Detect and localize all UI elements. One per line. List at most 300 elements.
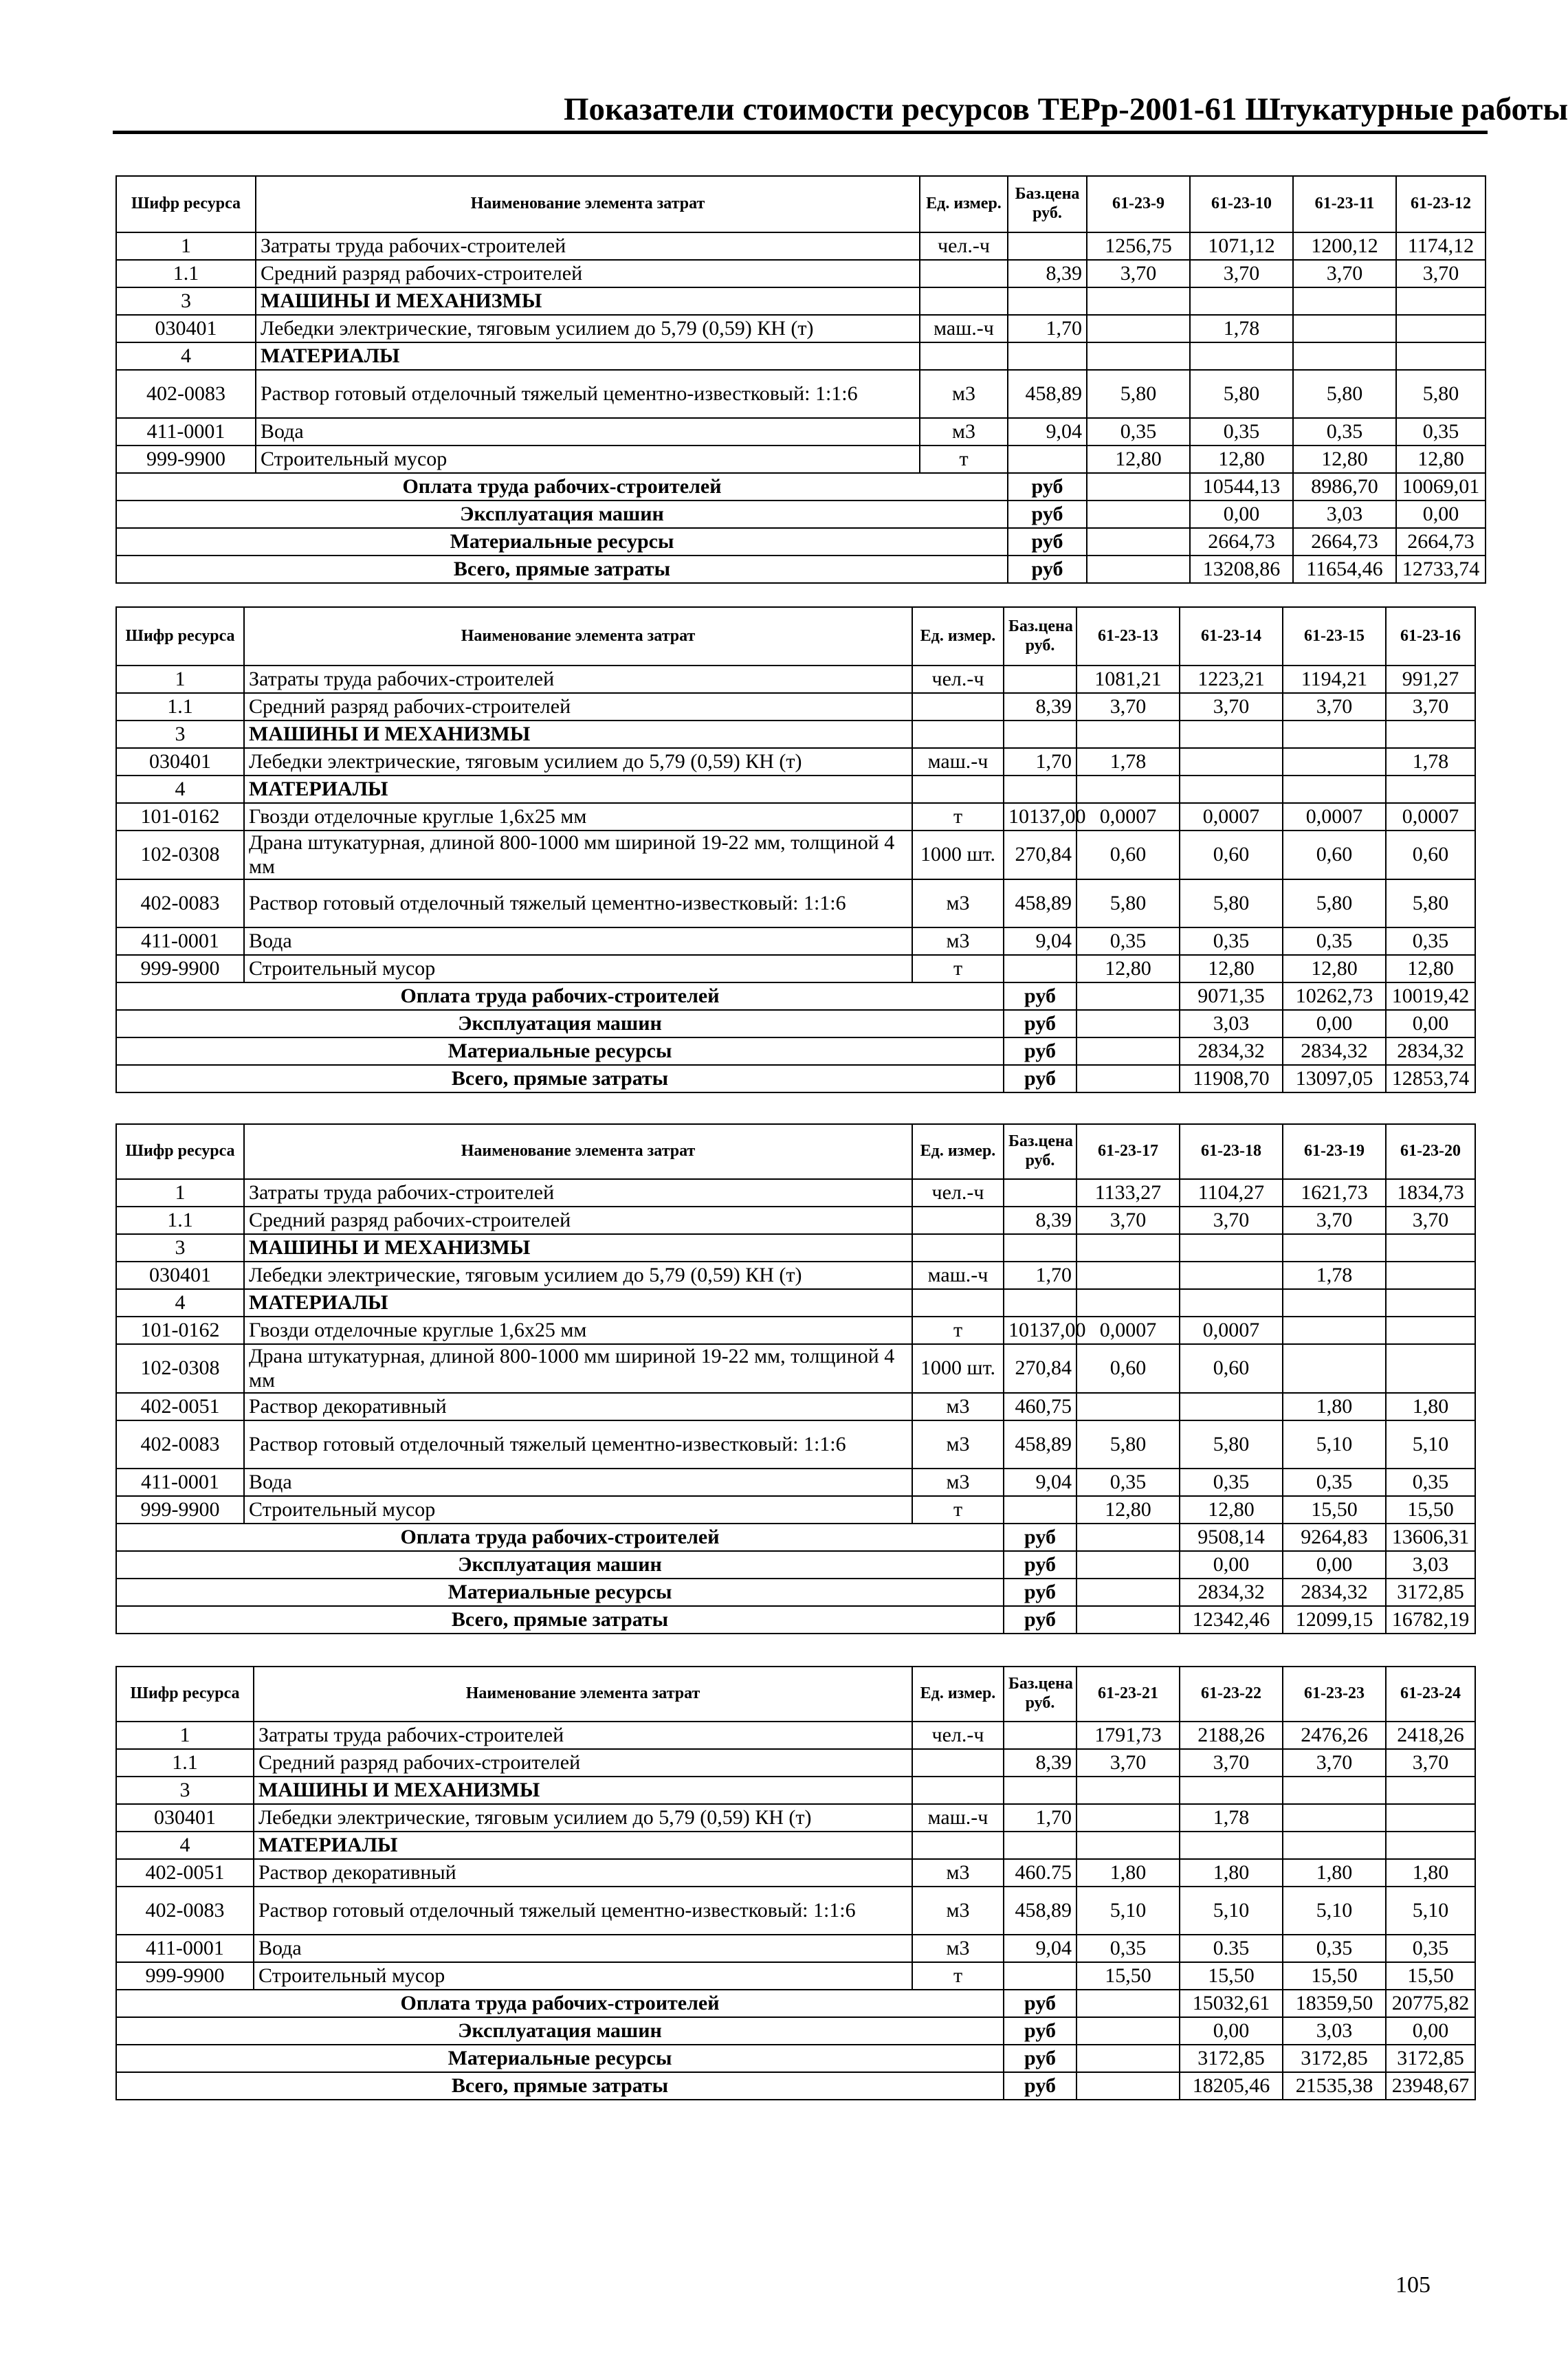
value-cell: 12,80 bbox=[1190, 446, 1293, 473]
resource-name: Раствор декоративный bbox=[254, 1859, 912, 1887]
resource-code: 402-0083 bbox=[116, 1420, 244, 1469]
value-cell: 5,80 bbox=[1283, 879, 1386, 927]
summary-label: Эксплуатация машин bbox=[116, 1551, 1004, 1579]
table-row bbox=[116, 1420, 1475, 1469]
resource-name: МАШИНЫ И МЕХАНИЗМЫ bbox=[256, 287, 920, 315]
cost-table bbox=[115, 1666, 1476, 2100]
unit-cell: 1000 шт. bbox=[912, 831, 1004, 879]
price-cell: 10137,00 bbox=[1004, 803, 1076, 831]
resource-name: МАТЕРИАЛЫ bbox=[256, 342, 920, 370]
value-cell: 5,10 bbox=[1386, 1420, 1475, 1469]
resource-name: Средний разряд рабочих-строителей bbox=[244, 693, 912, 721]
value-cell: 3,70 bbox=[1386, 693, 1475, 721]
value-cell: 12,80 bbox=[1293, 446, 1396, 473]
value-cell: 0,35 bbox=[1386, 927, 1475, 955]
summary-unit: руб bbox=[1004, 1579, 1076, 1606]
summary-row bbox=[116, 2045, 1475, 2072]
summary-label: Материальные ресурсы bbox=[116, 2045, 1004, 2072]
resource-name: Затраты труда рабочих-строителей bbox=[254, 1722, 912, 1749]
value-cell: 1104,27 bbox=[1180, 1179, 1283, 1207]
value-cell: 3,70 bbox=[1076, 1207, 1180, 1234]
resource-code: 999-9900 bbox=[116, 1962, 254, 1990]
header-column-code: 61-23-11 bbox=[1293, 176, 1396, 232]
value-cell bbox=[1076, 1832, 1180, 1859]
table-row bbox=[116, 955, 1475, 982]
value-cell bbox=[1076, 776, 1180, 803]
value-cell: 5,80 bbox=[1180, 879, 1283, 927]
price-cell: 8,39 bbox=[1008, 260, 1087, 287]
resource-name: Вода bbox=[244, 927, 912, 955]
summary-unit: руб bbox=[1008, 556, 1087, 583]
value-cell bbox=[1076, 1777, 1180, 1804]
price-cell: 9,04 bbox=[1004, 1935, 1076, 1962]
resource-name: Затраты труда рабочих-строителей bbox=[244, 1179, 912, 1207]
header-column-code: 61-23-21 bbox=[1076, 1667, 1180, 1722]
resource-code: 411-0001 bbox=[116, 1935, 254, 1962]
value-cell: 5,10 bbox=[1076, 1887, 1180, 1935]
price-cell bbox=[1076, 2045, 1180, 2072]
price-cell bbox=[1008, 287, 1087, 315]
value-cell: 0,35 bbox=[1180, 927, 1283, 955]
header-unit: Ед. измер. bbox=[920, 176, 1008, 232]
header-unit: Ед. измер. bbox=[912, 1667, 1004, 1722]
resource-name: МАТЕРИАЛЫ bbox=[244, 1289, 912, 1317]
header-column-code: 61-23-16 bbox=[1386, 607, 1475, 666]
value-cell bbox=[1386, 1234, 1475, 1262]
value-cell: 13606,31 bbox=[1386, 1524, 1475, 1551]
price-cell: 1,70 bbox=[1008, 315, 1087, 342]
value-cell: 0,35 bbox=[1283, 927, 1386, 955]
summary-unit: руб bbox=[1004, 982, 1076, 1010]
value-cell bbox=[1180, 721, 1283, 748]
table-row bbox=[116, 927, 1475, 955]
summary-row bbox=[116, 1990, 1475, 2017]
header-name: Наименование элемента затрат bbox=[244, 607, 912, 666]
value-cell bbox=[1283, 1317, 1386, 1344]
unit-cell bbox=[912, 1749, 1004, 1777]
value-cell: 3172,85 bbox=[1180, 2045, 1283, 2072]
value-cell: 0,35 bbox=[1076, 927, 1180, 955]
header-name: Наименование элемента затрат bbox=[244, 1124, 912, 1179]
summary-row bbox=[116, 1551, 1475, 1579]
value-cell: 2834,32 bbox=[1180, 1579, 1283, 1606]
value-cell: 0,00 bbox=[1190, 501, 1293, 528]
value-cell: 10262,73 bbox=[1283, 982, 1386, 1010]
resource-name: Раствор готовый отделочный тяжелый цементно-известковый: 1:1:6 bbox=[244, 1420, 912, 1469]
resource-name: Вода bbox=[254, 1935, 912, 1962]
price-cell: 8,39 bbox=[1004, 693, 1076, 721]
table-row bbox=[116, 1469, 1475, 1496]
value-cell: 1,78 bbox=[1283, 1262, 1386, 1289]
summary-label: Оплата труда рабочих-строителей bbox=[116, 982, 1004, 1010]
summary-unit: руб bbox=[1008, 528, 1087, 556]
summary-unit: руб bbox=[1004, 1010, 1076, 1037]
summary-row bbox=[116, 982, 1475, 1010]
header-column-code: 61-23-24 bbox=[1386, 1667, 1475, 1722]
summary-unit: руб bbox=[1004, 2017, 1076, 2045]
value-cell: 2664,73 bbox=[1293, 528, 1396, 556]
table-row bbox=[116, 1344, 1475, 1393]
summary-label: Материальные ресурсы bbox=[116, 1037, 1004, 1065]
resource-code: 411-0001 bbox=[116, 927, 244, 955]
summary-label: Всего, прямые затраты bbox=[116, 2072, 1004, 2100]
value-cell: 0,0007 bbox=[1180, 1317, 1283, 1344]
price-cell bbox=[1004, 1496, 1076, 1524]
summary-row bbox=[116, 473, 1486, 501]
value-cell: 0,35 bbox=[1293, 418, 1396, 446]
value-cell bbox=[1283, 721, 1386, 748]
value-cell: 1133,27 bbox=[1076, 1179, 1180, 1207]
header-column-code: 61-23-20 bbox=[1386, 1124, 1475, 1179]
price-cell: 9,04 bbox=[1004, 1469, 1076, 1496]
value-cell bbox=[1180, 1234, 1283, 1262]
value-cell: 0,35 bbox=[1283, 1469, 1386, 1496]
value-cell: 2188,26 bbox=[1180, 1722, 1283, 1749]
price-cell bbox=[1087, 528, 1190, 556]
value-cell bbox=[1283, 1777, 1386, 1804]
price-cell bbox=[1087, 556, 1190, 583]
summary-row bbox=[116, 1037, 1475, 1065]
value-cell: 0,35 bbox=[1087, 418, 1190, 446]
resource-name: Вода bbox=[244, 1469, 912, 1496]
resource-name: Средний разряд рабочих-строителей bbox=[254, 1749, 912, 1777]
value-cell: 12,80 bbox=[1386, 955, 1475, 982]
summary-label: Эксплуатация машин bbox=[116, 1010, 1004, 1037]
value-cell: 3172,85 bbox=[1386, 2045, 1475, 2072]
value-cell: 13208,86 bbox=[1190, 556, 1293, 583]
summary-row bbox=[116, 501, 1486, 528]
resource-name: Средний разряд рабочих-строителей bbox=[244, 1207, 912, 1234]
section-row bbox=[116, 342, 1486, 370]
resource-name: Затраты труда рабочих-строителей bbox=[256, 232, 920, 260]
value-cell: 15,50 bbox=[1180, 1962, 1283, 1990]
price-cell: 1,70 bbox=[1004, 1262, 1076, 1289]
header-column-code: 61-23-9 bbox=[1087, 176, 1190, 232]
resource-name: МАТЕРИАЛЫ bbox=[254, 1832, 912, 1859]
price-cell bbox=[1004, 955, 1076, 982]
price-cell bbox=[1076, 1551, 1180, 1579]
value-cell: 0,60 bbox=[1076, 831, 1180, 879]
value-cell: 1,78 bbox=[1180, 1804, 1283, 1832]
value-cell bbox=[1283, 1804, 1386, 1832]
table-row bbox=[116, 1749, 1475, 1777]
value-cell: 1081,21 bbox=[1076, 666, 1180, 693]
table-row bbox=[116, 1317, 1475, 1344]
summary-label: Всего, прямые затраты bbox=[116, 556, 1008, 583]
price-cell bbox=[1004, 1722, 1076, 1749]
value-cell: 18359,50 bbox=[1283, 1990, 1386, 2017]
summary-unit: руб bbox=[1004, 1551, 1076, 1579]
value-cell: 12,80 bbox=[1180, 955, 1283, 982]
header-code: Шифр ресурса bbox=[116, 176, 256, 232]
price-cell bbox=[1004, 1832, 1076, 1859]
value-cell: 1,80 bbox=[1386, 1393, 1475, 1420]
value-cell bbox=[1190, 342, 1293, 370]
value-cell: 12853,74 bbox=[1386, 1065, 1475, 1092]
header-price: Баз.цена руб. bbox=[1008, 176, 1087, 232]
value-cell: 0,0007 bbox=[1386, 803, 1475, 831]
price-cell bbox=[1004, 1234, 1076, 1262]
value-cell: 5,80 bbox=[1396, 370, 1486, 418]
unit-cell bbox=[920, 287, 1008, 315]
value-cell: 0,0007 bbox=[1076, 803, 1180, 831]
value-cell: 5,80 bbox=[1386, 879, 1475, 927]
unit-cell: м3 bbox=[912, 1469, 1004, 1496]
section-row bbox=[116, 287, 1486, 315]
resource-code: 4 bbox=[116, 1289, 244, 1317]
resource-code: 030401 bbox=[116, 1804, 254, 1832]
table-header-row bbox=[116, 1124, 1475, 1179]
summary-unit: руб bbox=[1004, 2045, 1076, 2072]
unit-cell: м3 bbox=[912, 1393, 1004, 1420]
header-column-code: 61-23-15 bbox=[1283, 607, 1386, 666]
value-cell: 3,03 bbox=[1180, 1010, 1283, 1037]
table-row bbox=[116, 1887, 1475, 1935]
resource-code: 101-0162 bbox=[116, 1317, 244, 1344]
resource-code: 1.1 bbox=[116, 260, 256, 287]
cost-table bbox=[115, 606, 1476, 1093]
value-cell: 0,35 bbox=[1180, 1469, 1283, 1496]
header-price: Баз.цена руб. bbox=[1004, 607, 1076, 666]
table-row bbox=[116, 1722, 1475, 1749]
value-cell: 3,03 bbox=[1283, 2017, 1386, 2045]
value-cell: 15,50 bbox=[1386, 1962, 1475, 1990]
unit-cell: чел.-ч bbox=[912, 666, 1004, 693]
price-cell bbox=[1076, 1579, 1180, 1606]
value-cell: 3,70 bbox=[1396, 260, 1486, 287]
unit-cell: м3 bbox=[912, 1859, 1004, 1887]
price-cell bbox=[1076, 2072, 1180, 2100]
value-cell: 15,50 bbox=[1076, 1962, 1180, 1990]
value-cell: 3,70 bbox=[1180, 693, 1283, 721]
value-cell: 0,35 bbox=[1076, 1469, 1180, 1496]
header-unit: Ед. измер. bbox=[912, 607, 1004, 666]
value-cell: 15,50 bbox=[1386, 1496, 1475, 1524]
header-column-code: 61-23-14 bbox=[1180, 607, 1283, 666]
price-cell bbox=[1087, 501, 1190, 528]
value-cell: 0,60 bbox=[1283, 831, 1386, 879]
price-cell bbox=[1008, 232, 1087, 260]
value-cell: 3,70 bbox=[1180, 1749, 1283, 1777]
value-cell: 2418,26 bbox=[1386, 1722, 1475, 1749]
value-cell: 8986,70 bbox=[1293, 473, 1396, 501]
resource-name: Лебедки электрические, тяговым усилием до 5,79 (0,59) КН (т) bbox=[244, 748, 912, 776]
summary-label: Материальные ресурсы bbox=[116, 1579, 1004, 1606]
table-row bbox=[116, 1962, 1475, 1990]
resource-name: Раствор декоративный bbox=[244, 1393, 912, 1420]
table-row bbox=[116, 1393, 1475, 1420]
table-row bbox=[116, 1804, 1475, 1832]
section-row bbox=[116, 1777, 1475, 1804]
value-cell: 1200,12 bbox=[1293, 232, 1396, 260]
value-cell bbox=[1396, 342, 1486, 370]
value-cell: 3,70 bbox=[1180, 1207, 1283, 1234]
value-cell: 11654,46 bbox=[1293, 556, 1396, 583]
value-cell: 0,00 bbox=[1283, 1551, 1386, 1579]
value-cell: 3,70 bbox=[1293, 260, 1396, 287]
resource-code: 1 bbox=[116, 666, 244, 693]
unit-cell: м3 bbox=[912, 1420, 1004, 1469]
value-cell: 15,50 bbox=[1283, 1496, 1386, 1524]
resource-code: 411-0001 bbox=[116, 1469, 244, 1496]
header-column-code: 61-23-12 bbox=[1396, 176, 1486, 232]
value-cell: 5,80 bbox=[1190, 370, 1293, 418]
table-header-row bbox=[116, 176, 1486, 232]
table-row bbox=[116, 1859, 1475, 1887]
value-cell: 1621,73 bbox=[1283, 1179, 1386, 1207]
summary-row bbox=[116, 528, 1486, 556]
value-cell bbox=[1180, 776, 1283, 803]
value-cell bbox=[1087, 287, 1190, 315]
resource-code: 999-9900 bbox=[116, 1496, 244, 1524]
table-row bbox=[116, 879, 1475, 927]
value-cell: 1,80 bbox=[1283, 1393, 1386, 1420]
summary-unit: руб bbox=[1004, 1990, 1076, 2017]
value-cell: 2834,32 bbox=[1283, 1579, 1386, 1606]
value-cell: 3172,85 bbox=[1283, 2045, 1386, 2072]
summary-label: Оплата труда рабочих-строителей bbox=[116, 473, 1008, 501]
unit-cell bbox=[912, 1234, 1004, 1262]
table-header-row bbox=[116, 1667, 1475, 1722]
price-cell bbox=[1076, 1010, 1180, 1037]
price-cell bbox=[1004, 1289, 1076, 1317]
resource-code: 3 bbox=[116, 721, 244, 748]
resource-name: Раствор готовый отделочный тяжелый цементно-известковый: 1:1:6 bbox=[244, 879, 912, 927]
value-cell bbox=[1283, 1289, 1386, 1317]
value-cell bbox=[1396, 287, 1486, 315]
value-cell: 1,78 bbox=[1190, 315, 1293, 342]
unit-cell bbox=[920, 342, 1008, 370]
value-cell: 20775,82 bbox=[1386, 1990, 1475, 2017]
resource-code: 411-0001 bbox=[116, 418, 256, 446]
resource-name: Гвозди отделочные круглые 1,6х25 мм bbox=[244, 803, 912, 831]
value-cell bbox=[1293, 287, 1396, 315]
value-cell: 1194,21 bbox=[1283, 666, 1386, 693]
price-cell: 458,89 bbox=[1004, 879, 1076, 927]
summary-unit: руб bbox=[1008, 473, 1087, 501]
value-cell: 10544,13 bbox=[1190, 473, 1293, 501]
resource-name: Драна штукатурная, длиной 800-1000 мм шириной 19-22 мм, толщиной 4 мм bbox=[244, 831, 912, 879]
summary-unit: руб bbox=[1004, 1065, 1076, 1092]
value-cell: 16782,19 bbox=[1386, 1606, 1475, 1634]
header-column-code: 61-23-22 bbox=[1180, 1667, 1283, 1722]
resource-code: 030401 bbox=[116, 315, 256, 342]
unit-cell: м3 bbox=[912, 879, 1004, 927]
value-cell: 1223,21 bbox=[1180, 666, 1283, 693]
value-cell: 12,80 bbox=[1087, 446, 1190, 473]
value-cell: 12733,74 bbox=[1396, 556, 1486, 583]
price-cell: 458,89 bbox=[1008, 370, 1087, 418]
header-price: Баз.цена руб. bbox=[1004, 1667, 1076, 1722]
value-cell: 1174,12 bbox=[1396, 232, 1486, 260]
resource-code: 3 bbox=[116, 287, 256, 315]
value-cell: 991,27 bbox=[1386, 666, 1475, 693]
section-row bbox=[116, 1234, 1475, 1262]
price-cell bbox=[1076, 1606, 1180, 1634]
header-column-code: 61-23-13 bbox=[1076, 607, 1180, 666]
resource-code: 101-0162 bbox=[116, 803, 244, 831]
value-cell: 0,35 bbox=[1190, 418, 1293, 446]
value-cell: 0,60 bbox=[1076, 1344, 1180, 1393]
page-number: 105 bbox=[1395, 2272, 1431, 2298]
value-cell: 1,80 bbox=[1386, 1859, 1475, 1887]
summary-row bbox=[116, 1579, 1475, 1606]
resource-code: 402-0051 bbox=[116, 1393, 244, 1420]
value-cell: 3,70 bbox=[1283, 1207, 1386, 1234]
header-name: Наименование элемента затрат bbox=[256, 176, 920, 232]
value-cell: 3,70 bbox=[1190, 260, 1293, 287]
value-cell: 1,80 bbox=[1076, 1859, 1180, 1887]
value-cell: 12,80 bbox=[1076, 955, 1180, 982]
value-cell: 9264,83 bbox=[1283, 1524, 1386, 1551]
price-cell: 10137,00 bbox=[1004, 1317, 1076, 1344]
value-cell: 3,70 bbox=[1386, 1207, 1475, 1234]
summary-row bbox=[116, 1606, 1475, 1634]
resource-name: МАТЕРИАЛЫ bbox=[244, 776, 912, 803]
value-cell: 13097,05 bbox=[1283, 1065, 1386, 1092]
value-cell bbox=[1087, 315, 1190, 342]
unit-cell bbox=[912, 693, 1004, 721]
value-cell bbox=[1396, 315, 1486, 342]
cost-table bbox=[115, 1123, 1476, 1634]
value-cell: 2834,32 bbox=[1283, 1037, 1386, 1065]
value-cell bbox=[1283, 1344, 1386, 1393]
header-price: Баз.цена руб. bbox=[1004, 1124, 1076, 1179]
cost-table bbox=[115, 175, 1486, 584]
summary-row bbox=[116, 1010, 1475, 1037]
unit-cell: т bbox=[920, 446, 1008, 473]
resource-code: 402-0051 bbox=[116, 1859, 254, 1887]
price-cell bbox=[1008, 342, 1087, 370]
unit-cell: маш.-ч bbox=[920, 315, 1008, 342]
value-cell: 3,03 bbox=[1293, 501, 1396, 528]
unit-cell: т bbox=[912, 803, 1004, 831]
value-cell bbox=[1180, 1289, 1283, 1317]
value-cell bbox=[1076, 1262, 1180, 1289]
value-cell: 3,70 bbox=[1283, 1749, 1386, 1777]
table-row bbox=[116, 418, 1486, 446]
price-cell: 1,70 bbox=[1004, 748, 1076, 776]
unit-cell bbox=[920, 260, 1008, 287]
price-cell bbox=[1008, 446, 1087, 473]
section-row bbox=[116, 1289, 1475, 1317]
value-cell: 0,00 bbox=[1180, 2017, 1283, 2045]
value-cell bbox=[1180, 748, 1283, 776]
value-cell: 2664,73 bbox=[1190, 528, 1293, 556]
value-cell: 9508,14 bbox=[1180, 1524, 1283, 1551]
resource-name: Строительный мусор bbox=[244, 1496, 912, 1524]
summary-unit: руб bbox=[1004, 2072, 1076, 2100]
value-cell: 0,35 bbox=[1396, 418, 1486, 446]
value-cell: 0,60 bbox=[1180, 831, 1283, 879]
resource-code: 102-0308 bbox=[116, 831, 244, 879]
value-cell: 0,00 bbox=[1386, 1010, 1475, 1037]
header-unit: Ед. измер. bbox=[912, 1124, 1004, 1179]
value-cell: 5,80 bbox=[1087, 370, 1190, 418]
resource-name: МАШИНЫ И МЕХАНИЗМЫ bbox=[244, 721, 912, 748]
summary-unit: руб bbox=[1004, 1606, 1076, 1634]
unit-cell: м3 bbox=[920, 418, 1008, 446]
value-cell: 0,35 bbox=[1386, 1935, 1475, 1962]
value-cell: 3172,85 bbox=[1386, 1579, 1475, 1606]
section-row bbox=[116, 1832, 1475, 1859]
value-cell bbox=[1293, 315, 1396, 342]
summary-label: Оплата труда рабочих-строителей bbox=[116, 1990, 1004, 2017]
value-cell bbox=[1283, 1234, 1386, 1262]
unit-cell bbox=[912, 1289, 1004, 1317]
price-cell: 8,39 bbox=[1004, 1207, 1076, 1234]
value-cell: 1834,73 bbox=[1386, 1179, 1475, 1207]
